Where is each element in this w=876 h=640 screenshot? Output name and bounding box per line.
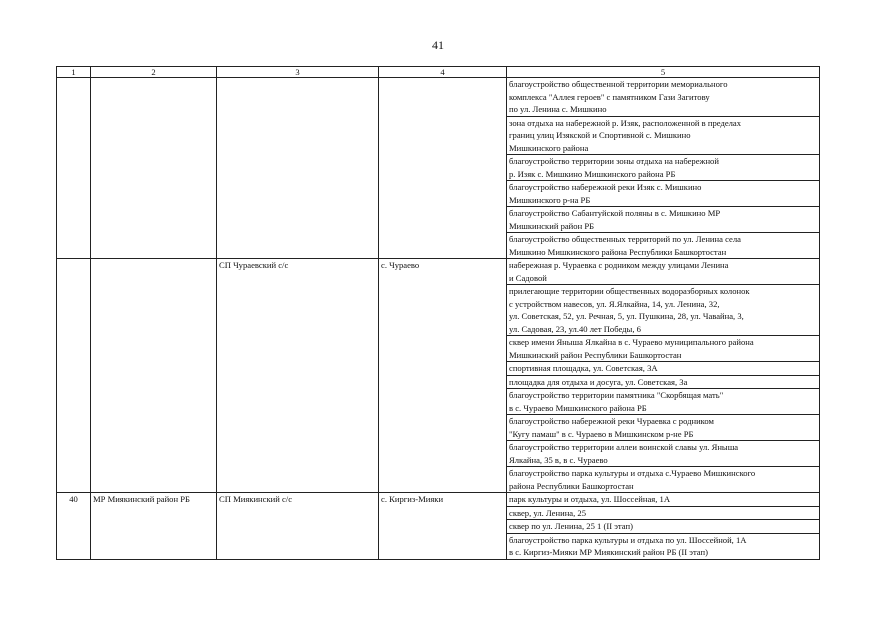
description-line: в с. Чураево Мишкинского района РБ <box>509 402 647 413</box>
description-line: благоустройство общественных территорий по ул. Ленина села <box>509 234 741 244</box>
description-line: ул. Советская, 52, ул. Речная, 5, ул. Пушкина, 28, ул. Чавайна, 3, <box>509 311 744 321</box>
description-line: благоустройство набережной реки Чураевка с родником <box>509 416 714 426</box>
description-line: набережная р. Чураевка с родником между улицами Ленина <box>509 260 729 270</box>
district-cell: МР Миякинский район РБ <box>91 493 217 560</box>
row-number-cell: 40 <box>57 493 91 560</box>
document-table <box>56 66 820 560</box>
territory-description-cell <box>507 259 820 285</box>
territory-description-cell <box>507 533 820 559</box>
territory-description-cell <box>507 415 820 441</box>
description-line: ул. Садовая, 23, ул.40 лет Победы, 6 <box>509 323 641 334</box>
locality-cell: с. Чураево <box>379 259 507 493</box>
description-line: благоустройство территории аллеи воинской славы ул. Яныша <box>509 442 739 452</box>
description-line: зона отдыха на набережной р. Изяк, расположенной в пределах <box>509 117 742 128</box>
description-line: сквер по ул. Ленина, 25 1 (II этап) <box>509 521 633 531</box>
description-line: Мишкино Мишкинского района Республики Башкортостан <box>509 246 727 257</box>
territory-description-cell <box>507 389 820 415</box>
description-line: в с. Киргиз-Мияки МР Миякинский район РБ (II этап) <box>509 547 708 557</box>
table-header-row <box>57 67 820 78</box>
territory-description-cell <box>507 78 820 117</box>
description-line: комплекса "Аллея героев" с памятником Гази Загитову <box>509 91 710 102</box>
territory-description-cell <box>507 116 820 155</box>
territory-description-cell <box>507 467 820 493</box>
description-line: благоустройство территории памятника "Скорбящая мать" <box>509 390 724 400</box>
description-line: благоустройство парка культуры и отдыха по ул. Шоссейной, 1А <box>509 534 747 545</box>
description-line: с устройством навесов, ул. Я.Ялкайна, 14, ул. Ленина, 32, <box>509 298 720 309</box>
description-line: благоустройство набережной реки Изяк с. Мишкино <box>509 182 702 192</box>
page-number: 41 <box>432 38 444 52</box>
description-line: спортивная площадка, ул. Советская, 3А <box>509 363 658 373</box>
territory-description-cell <box>507 155 820 181</box>
table-row <box>57 493 820 507</box>
description-line: района Республики Башкортостан <box>509 480 634 491</box>
district-cell <box>91 78 217 259</box>
territory-description-cell <box>507 285 820 336</box>
column-header: 1 <box>57 67 91 78</box>
territory-description-cell <box>507 207 820 233</box>
description-line: прилегающие территории общественных водоразборных колонок <box>509 286 750 296</box>
table-row <box>57 259 820 285</box>
description-line: Мишкинский район РБ <box>509 220 595 231</box>
description-line: благоустройство общественной территории мемориального <box>509 79 728 89</box>
description-line: по ул. Ленина с. Мишкино <box>509 104 607 114</box>
description-line: парк культуры и отдыха, ул. Шоссейная, 1А <box>509 494 671 504</box>
description-line: благоустройство парка культуры и отдыха с.Чураево Мишкинского <box>509 468 756 478</box>
description-line: границ улиц Изякской и Спортивной с. Мишкино <box>509 130 691 140</box>
description-line: Мишкинского р-на РБ <box>509 194 591 205</box>
territory-description-cell <box>507 233 820 259</box>
territory-description-cell <box>507 441 820 467</box>
description-line: площадка для отдыха и досуга, ул. Советская, 3а <box>509 376 688 387</box>
territory-description-cell <box>507 362 820 376</box>
row-number-cell <box>57 78 91 259</box>
column-header: 2 <box>91 67 217 78</box>
settlement-cell: СП Чураевский с/с <box>217 259 379 493</box>
territory-description-cell <box>507 520 820 534</box>
description-line: сквер имени Яныша Ялкайна в с. Чураево муниципального района <box>509 337 754 347</box>
district-cell <box>91 259 217 493</box>
description-line: "Кугу памаш" в с. Чураево в Мишкинском р-не РБ <box>509 428 694 439</box>
description-line: сквер, ул. Ленина, 25 <box>509 507 586 518</box>
description-line: Ялкайна, 35 в, в с. Чураево <box>509 454 608 465</box>
row-number-cell <box>57 259 91 493</box>
locality-cell <box>379 78 507 259</box>
description-line: Мишкинский район Республики Башкортостан <box>509 349 682 360</box>
table-row <box>57 78 820 117</box>
column-header: 3 <box>217 67 379 78</box>
settlement-cell <box>217 78 379 259</box>
description-line: Мишкинского района <box>509 142 589 153</box>
territory-description-cell <box>507 493 820 507</box>
territory-description-cell <box>507 375 820 389</box>
description-line: благоустройство Сабантуйской поляны в с. Мишкино МР <box>509 208 721 218</box>
description-line: р. Изяк с. Мишкино Мишкинского района РБ <box>509 168 676 179</box>
description-line: благоустройство территории зоны отдыха на набережной <box>509 156 719 166</box>
locality-cell: с. Киргиз-Мияки <box>379 493 507 560</box>
column-header: 4 <box>379 67 507 78</box>
settlement-cell: СП Миякинский с/с <box>217 493 379 560</box>
territory-description-cell <box>507 506 820 520</box>
description-line: и Садовой <box>509 272 547 283</box>
column-header: 5 <box>507 67 820 78</box>
territory-description-cell <box>507 181 820 207</box>
territory-description-cell <box>507 336 820 362</box>
